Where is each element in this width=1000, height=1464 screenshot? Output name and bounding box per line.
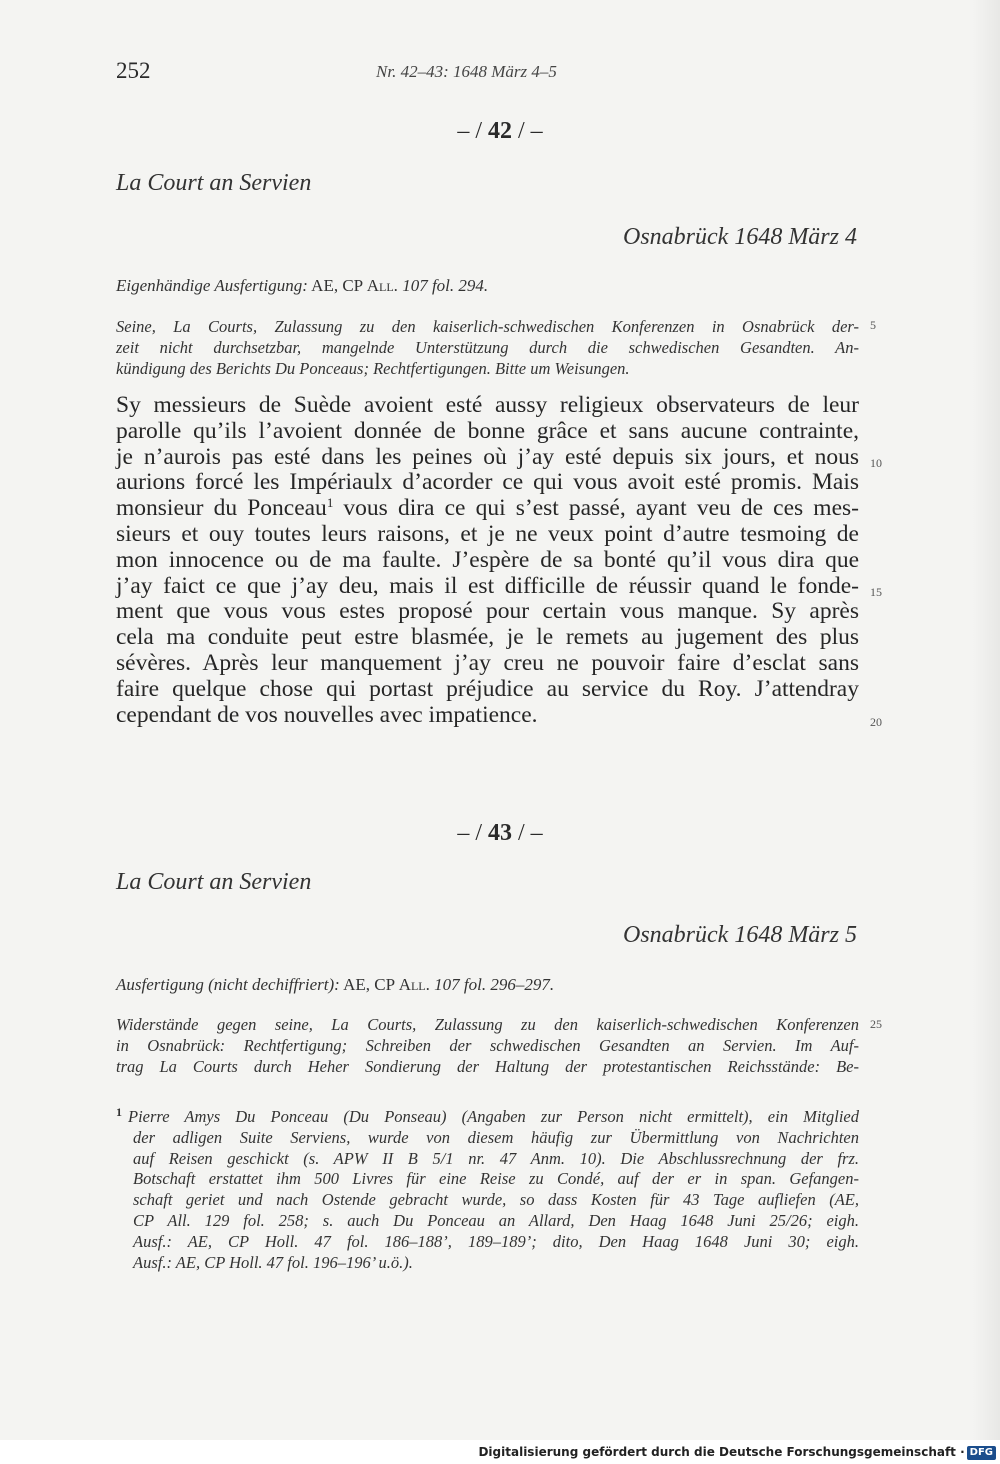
dfg-logo: DFG <box>967 1446 996 1460</box>
doc42-source-ref-b: 107 fol. 294. <box>402 276 489 295</box>
doc42-source-ref-sc: All. <box>366 276 398 295</box>
footnote-marker: 1 <box>116 1105 122 1119</box>
footnote-line: Ausf.: AE, CP Holl. 47 fol. 186–188’, 189–189’; dito, Den Haag 1648 Juni 30; eigh. <box>133 1231 859 1251</box>
doc42-regest <box>116 316 859 379</box>
document-number-43: – / 43 / – <box>457 820 543 846</box>
text-line: j’ay faict ce que j’ay deu, mais il est difficille de réussir quand le fonde- <box>116 572 859 599</box>
doc43-place-date: Osnabrück 1648 März 5 <box>623 922 857 948</box>
line-number-20: 20 <box>870 715 882 729</box>
footnote-line: Botschaft erstattet ihm 500 Livres für eine Reise zu Condé, auf der er in span. Gefangen- <box>133 1169 859 1189</box>
doc42-place-date: Osnabrück 1648 März 4 <box>623 224 857 250</box>
document-number-42: – / 42 / – <box>457 118 543 144</box>
text-line: faire quelque chose qui portast préjudice au service du Roy. J’attendray <box>116 675 859 702</box>
regest-line: Widerstände gegen seine, La Courts, Zulassung zu den kaiserlich-schwedischen Konferenzen <box>116 1015 859 1034</box>
footnote-line: Ausf.: AE, CP Holl. 47 fol. 196–196’ u.ö.). <box>133 1252 413 1272</box>
text-line: parolle qu’ils l’avoient donnée de bonne grâce et sans aucune contrainte, <box>116 417 859 444</box>
regest-line: in Osnabrück: Rechtfertigung; Schreiben der schwedischen Gesandten an Servien. Im Auf- <box>116 1036 859 1055</box>
text-line: cependant de vos nouvelles avec impatience. <box>116 701 538 728</box>
text-line: Sy messieurs de Suède avoient esté aussy religieux observateurs de leur <box>116 392 859 418</box>
text-line: sévères. Après leur manquement j’ay creu ne pouvoir faire d’esclat sans <box>116 649 859 676</box>
text-fragment: monsieur du Ponceau <box>116 495 327 522</box>
line-number-5: 5 <box>870 318 876 332</box>
footnote-line: CP All. 129 fol. 258; s. auch Du Ponceau an Allard, Den Haag 1648 Juni 25/26; eigh. <box>133 1210 859 1230</box>
line-number-10: 10 <box>870 456 882 470</box>
text-fragment: vous dira ce qui s’est passé, ayant veu de ces mes- <box>333 495 859 522</box>
doc42-source-label: Eigenhändige Ausfertigung: <box>116 276 308 295</box>
doc43-regest <box>116 1014 859 1077</box>
doc43-source-ref-b: 107 fol. 296–297. <box>434 975 555 994</box>
page-number: 252 <box>116 58 151 83</box>
regest-line: zeit nicht durchsetzbar, mangelnde Unterstützung durch die schwedischen Gesandten. An- <box>116 338 859 357</box>
doc43-source-ref-sc: All. <box>398 975 430 994</box>
footnote-line <box>116 1102 859 1128</box>
text-line: ment que vous vous estes proposé pour certain vous manque. Sy après <box>116 598 859 625</box>
scan-shadow <box>972 0 1000 1440</box>
doc42-source-ref-a: AE, CP <box>311 276 363 295</box>
text-line: mon innocence ou de ma faulte. J’espère de sa bonté qu’il vous dira que <box>116 546 859 573</box>
footnote-text: Pierre Amys Du Ponceau (Du Ponseau) (Angaben zur Person nicht ermittelt), ein Mitglied <box>128 1107 859 1126</box>
footnote-reference: 1 <box>326 495 334 511</box>
footnote-1 <box>116 1102 859 1273</box>
text-line: je n’aurois pas esté dans les peines où j’ay esté depuis six jours, et nous <box>116 443 859 470</box>
footnote-line: schaft geriet und nach Ostende gebracht wurde, so dass Kosten für 43 Tage aufliefen (AE, <box>133 1190 859 1210</box>
regest-line: Seine, La Courts, Zulassung zu den kaiserlich-schwedischen Konferenzen in Osnabrück der- <box>116 317 859 336</box>
text-line: aurions forcé les Impériaulx d’acorder ce qui vous avoit esté promis. Mais <box>116 469 859 496</box>
regest-line: trag La Courts durch Heher Sondierung der Haltung der protestantischen Reichsstände: Be- <box>116 1057 859 1076</box>
doc43-source <box>116 975 554 995</box>
doc43-source-label: Ausfertigung (nicht dechiffriert): <box>116 975 340 994</box>
doc42-source <box>116 276 488 296</box>
doc42-number: 42 <box>488 118 512 144</box>
text-line: sieurs et ouy toutes leurs raisons, et je ne veux point d’autre tesmoing de <box>116 520 859 547</box>
text-line-with-footnote <box>116 496 859 522</box>
line-number-25: 25 <box>870 1017 882 1031</box>
doc43-source-ref-a: AE, CP <box>343 975 395 994</box>
text-line: cela ma conduite peut estre blasmée, je le remets au jugement des plus <box>116 624 859 651</box>
footnote-line: auf Reisen geschickt (s. APW II B 5/1 nr. 47 Anm. 10). Die Abschlussrechnung der frz. <box>133 1148 859 1168</box>
regest-line: kündigung des Berichts Du Ponceaus; Rechtfertigungen. Bitte um Weisungen. <box>116 359 630 378</box>
line-number-15: 15 <box>870 585 882 599</box>
footnote-line: der adligen Suite Serviens, wurde von diesem häufig zur Übermittlung von Nachrichten <box>133 1127 859 1147</box>
running-head: Nr. 42–43: 1648 März 4–5 <box>376 62 557 81</box>
doc42-letter-text <box>116 393 859 728</box>
doc42-heading: La Court an Servien <box>116 170 312 196</box>
doc43-number: 43 <box>488 820 512 846</box>
funding-text: Digitalisierung gefördert durch die Deutsche Forschungsgemeinschaft · <box>478 1445 965 1459</box>
doc43-heading: La Court an Servien <box>116 869 312 895</box>
funding-banner <box>0 1440 1000 1464</box>
